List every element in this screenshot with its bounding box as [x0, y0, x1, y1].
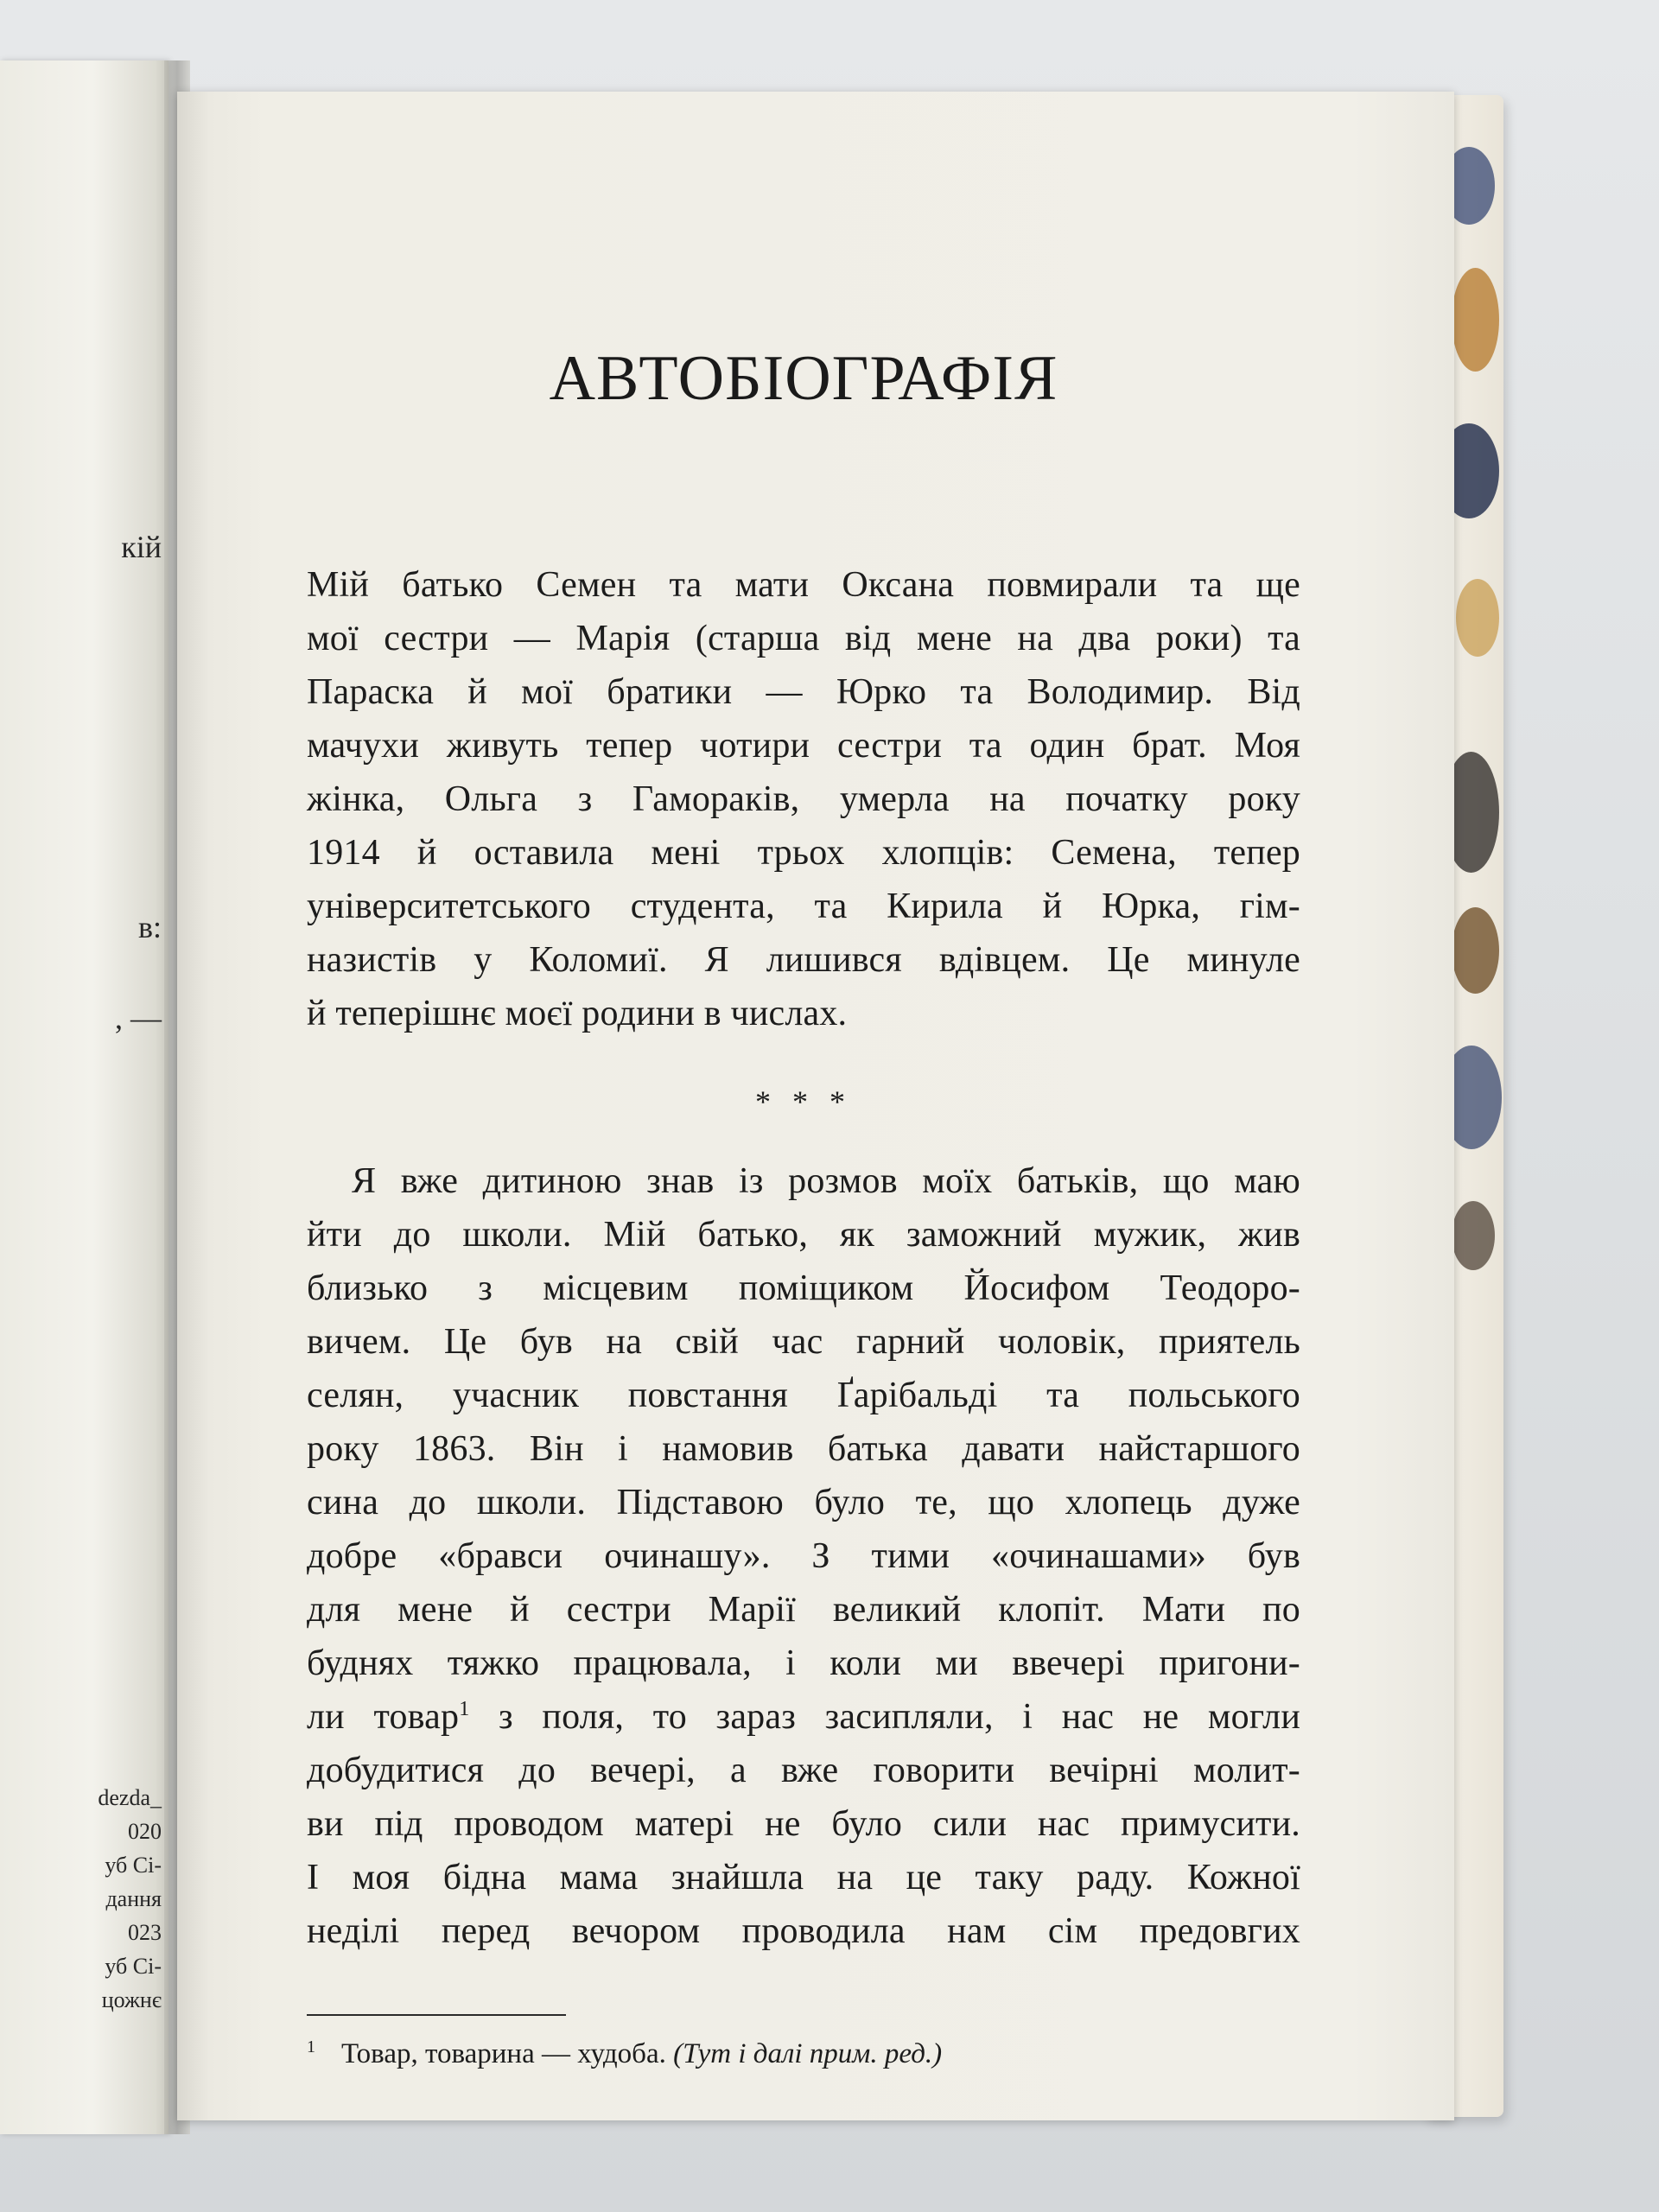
- line-text: з поля, то зараз засипляли, і нас не могли: [469, 1697, 1300, 1737]
- paragraph-line: неділі перед вечором проводила нам сім предовгих: [307, 1911, 1300, 1951]
- paragraph-line: вичем. Це був на свій час гарний чоловік, приятель: [307, 1322, 1300, 1362]
- right-page: [177, 92, 1454, 2120]
- footnote-reference: 1: [459, 1698, 470, 1720]
- left-page-fragment: , —: [115, 1001, 162, 1035]
- footnote-divider: [307, 2014, 566, 2016]
- paragraph-line: йти до школи. Мій батько, як заможний мужик, жив: [307, 1215, 1300, 1255]
- left-page-fragment: 020: [128, 1819, 162, 1844]
- left-page: [0, 60, 168, 2134]
- paragraph-line: Параска й мої братики — Юрко та Володимир. Від: [307, 672, 1300, 712]
- paragraph-line: для мене й сестри Марії великий клопіт. Мати по: [307, 1590, 1300, 1630]
- footnote-editor-note: (Тут і далі прим. ред.): [673, 2038, 943, 2069]
- footnote: [307, 2037, 1300, 2070]
- left-page-fragment: цожнє: [101, 1987, 162, 2012]
- paragraph-line: року 1863. Він і намовив батька давати найстаршого: [307, 1429, 1300, 1469]
- cover-ornament-decoration: [1452, 268, 1499, 372]
- line-text: ли товар: [307, 1697, 460, 1737]
- paragraph-line: селян, учасник повстання Ґарібальді та польського: [307, 1376, 1300, 1415]
- paragraph-line: університетського студента, та Кирила й Юрка, гім-: [307, 887, 1300, 926]
- cover-ornament-decoration: [1452, 907, 1499, 994]
- paragraph-line: Я вже дитиною знав із розмов моїх батьків, що маю: [352, 1161, 1300, 1201]
- left-page-fragment: дання: [105, 1886, 162, 1911]
- cover-ornament-decoration: [1456, 579, 1499, 657]
- cover-ornament-decoration: [1452, 1201, 1495, 1270]
- left-page-fragment: уб Сі-: [105, 1853, 162, 1878]
- paragraph-line: добре «бравси очинашу». З тими «очинашами» був: [307, 1536, 1300, 1576]
- paragraph-line: сина до школи. Підставою було те, що хлопець дуже: [307, 1483, 1300, 1522]
- footnote-text: Товар, товарина — худоба.: [341, 2038, 666, 2069]
- section-break: * * *: [755, 1084, 852, 1119]
- left-page-fragment: кій: [121, 530, 162, 564]
- paragraph-line: І моя бідна мама знайшла на це таку раду. Кожної: [307, 1858, 1300, 1897]
- left-page-fragment: в:: [138, 910, 162, 944]
- paragraph-line: близько з місцевим поміщиком Йосифом Теодоро-: [307, 1268, 1300, 1308]
- paragraph-line: ви під проводом матері не було сили нас примусити.: [307, 1804, 1300, 1844]
- footnote-number: 1: [307, 2037, 315, 2056]
- paragraph-line: жінка, Ольга з Гамораків, умерла на початку року: [307, 779, 1300, 819]
- paragraph-line: мої сестри — Марія (старша від мене на два роки) та: [307, 619, 1300, 658]
- left-page-fragment: 023: [128, 1920, 162, 1945]
- paragraph-line-with-footnote: [307, 1699, 1300, 1735]
- paragraph-line: Мій батько Семен та мати Оксана повмирали та ще: [307, 565, 1300, 605]
- left-page-fragment: dezda_: [98, 1785, 162, 1810]
- paragraph-line: 1914 й оставила мені трьох хлопців: Семена, тепер: [307, 833, 1300, 873]
- left-page-fragment: уб Сі-: [105, 1954, 162, 1979]
- page-title: АВТОБІОГРАФІЯ: [549, 343, 1058, 414]
- paragraph-line: й теперішнє моєї родини в числах.: [307, 994, 848, 1033]
- paragraph-line: назистів у Коломиї. Я лишився вдівцем. Це минуле: [307, 940, 1300, 980]
- paragraph-line: мачухи живуть тепер чотири сестри та один брат. Моя: [307, 726, 1300, 766]
- paragraph-line: буднях тяжко працювала, і коли ми ввечері пригони-: [307, 1643, 1300, 1683]
- paragraph-line: добудитися до вечері, а вже говорити вечірні молит-: [307, 1751, 1300, 1790]
